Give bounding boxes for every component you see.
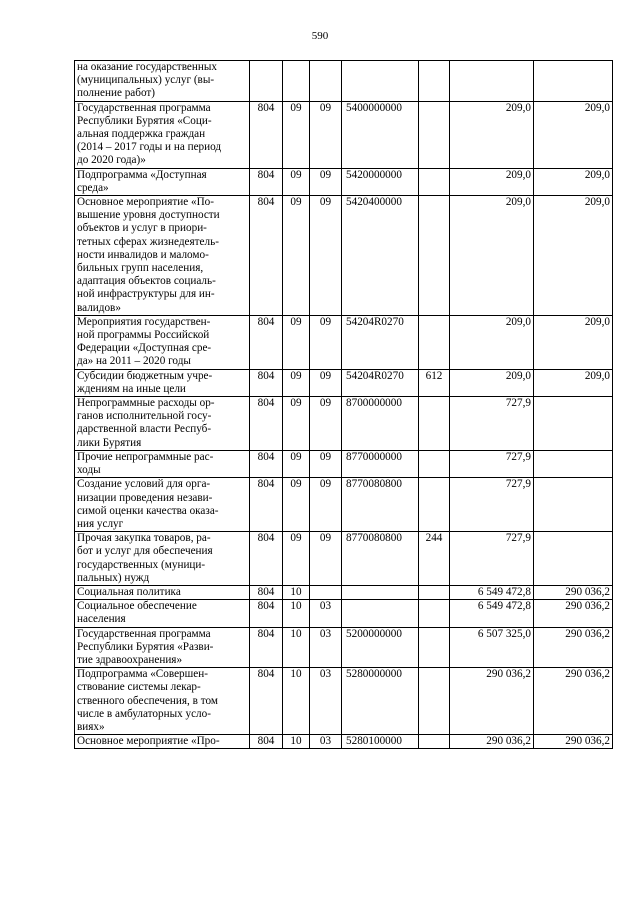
item-name-line: Мероприятия государствен- <box>77 315 211 328</box>
amount-2-cell <box>534 61 613 102</box>
target-article-cell: 8770000000 <box>342 450 419 477</box>
item-name-line: лики Бурятия <box>77 436 142 449</box>
admin-code-cell: 804 <box>250 735 283 749</box>
item-name-line: государственных (муници- <box>77 558 206 571</box>
section-code-cell: 09 <box>283 450 310 477</box>
admin-code-cell: 804 <box>250 315 283 369</box>
item-name-line: Основное мероприятие «По- <box>77 196 214 209</box>
item-name-line: на оказание государственных <box>77 61 217 73</box>
table-row <box>75 369 613 396</box>
item-name-line: до 2020 года)» <box>77 154 146 167</box>
admin-code-cell: 804 <box>250 668 283 735</box>
target-article-cell: 54204R0270 <box>342 315 419 369</box>
section-code-cell: 09 <box>283 532 310 586</box>
admin-code-cell: 804 <box>250 627 283 668</box>
amount-1-cell: 727,9 <box>450 397 534 451</box>
subsection-code-cell: 03 <box>310 668 342 735</box>
item-name-line: адаптация объектов социаль- <box>77 275 216 288</box>
item-name-cell <box>75 315 250 369</box>
expense-type-cell <box>419 735 450 749</box>
section-code-cell: 09 <box>283 369 310 396</box>
target-article-cell: 54204R0270 <box>342 369 419 396</box>
expense-type-cell <box>419 61 450 102</box>
admin-code-cell: 804 <box>250 532 283 586</box>
table-row <box>75 585 613 599</box>
item-name-line: Прочие непрограммные рас- <box>77 450 214 463</box>
item-name-cell <box>75 168 250 195</box>
item-name-line: (2014 – 2017 годы и на период <box>77 141 222 154</box>
amount-2-cell: 290 036,2 <box>534 668 613 735</box>
amount-2-cell: 290 036,2 <box>534 627 613 668</box>
table-row <box>75 600 613 627</box>
admin-code-cell: 804 <box>250 397 283 451</box>
target-article-cell: 5200000000 <box>342 627 419 668</box>
section-code-cell: 10 <box>283 600 310 627</box>
item-name-cell <box>75 478 250 532</box>
target-article-cell: 5420000000 <box>342 168 419 195</box>
amount-1-cell: 209,0 <box>450 168 534 195</box>
item-name-cell <box>75 600 250 627</box>
item-name-line: ной программы Российской <box>77 329 210 342</box>
expense-type-cell <box>419 600 450 627</box>
item-name-line: Федерации «Доступная сре- <box>77 342 212 355</box>
item-name-cell <box>75 196 250 316</box>
item-name-line: бот и услуг для обеспечения <box>77 545 213 558</box>
amount-1-cell: 209,0 <box>450 101 534 168</box>
amount-1-cell: 290 036,2 <box>450 735 534 749</box>
target-article-cell: 8770080800 <box>342 532 419 586</box>
section-code-cell: 09 <box>283 478 310 532</box>
table-row <box>75 168 613 195</box>
item-name-line: ходы <box>77 464 101 477</box>
item-name-line: Социальная политика <box>77 585 181 598</box>
amount-2-cell: 209,0 <box>534 196 613 316</box>
section-code-cell: 09 <box>283 101 310 168</box>
item-name-line: Республики Бурятия «Соци- <box>77 114 212 127</box>
amount-1-cell: 290 036,2 <box>450 668 534 735</box>
expense-type-cell <box>419 668 450 735</box>
table-row <box>75 196 613 316</box>
budget-table <box>74 60 613 749</box>
item-name-line: Государственная программа <box>77 101 211 114</box>
item-name-cell <box>75 450 250 477</box>
item-name-line: числе в амбулаторных усло- <box>77 707 211 720</box>
item-name-cell <box>75 585 250 599</box>
amount-2-cell: 290 036,2 <box>534 735 613 749</box>
subsection-code-cell: 03 <box>310 627 342 668</box>
target-article-cell: 5280100000 <box>342 735 419 749</box>
item-name-line: ния услуг <box>77 517 124 530</box>
item-name-line: (муниципальных) услуг (вы- <box>77 74 215 87</box>
item-name-line: Государственная программа <box>77 627 211 640</box>
target-article-cell <box>342 600 419 627</box>
admin-code-cell: 804 <box>250 478 283 532</box>
item-name-line: валидов» <box>77 301 121 314</box>
target-article-cell: 5280000000 <box>342 668 419 735</box>
item-name-line: пальных) нужд <box>77 571 150 584</box>
item-name-line: ности инвалидов и маломо- <box>77 248 209 261</box>
item-name-line: симой оценки качества оказа- <box>77 504 219 517</box>
amount-2-cell: 209,0 <box>534 168 613 195</box>
item-name-line: Основное мероприятие «Про- <box>77 735 220 748</box>
item-name-line: дарственной власти Респуб- <box>77 423 212 436</box>
subsection-code-cell: 03 <box>310 600 342 627</box>
item-name-line: полнение работ) <box>77 87 156 100</box>
item-name-line: Создание условий для орга- <box>77 478 211 491</box>
amount-1-cell: 6 549 472,8 <box>450 600 534 627</box>
table-row <box>75 735 613 749</box>
table-row <box>75 101 613 168</box>
subsection-code-cell: 09 <box>310 101 342 168</box>
item-name-line: тие здравоохранения» <box>77 653 183 666</box>
section-code-cell: 10 <box>283 735 310 749</box>
item-name-cell <box>75 735 250 749</box>
table-row <box>75 478 613 532</box>
amount-2-cell: 209,0 <box>534 101 613 168</box>
admin-code-cell: 804 <box>250 168 283 195</box>
section-code-cell: 09 <box>283 315 310 369</box>
amount-1-cell: 209,0 <box>450 196 534 316</box>
expense-type-cell <box>419 168 450 195</box>
item-name-line: Субсидии бюджетным учре- <box>77 369 213 382</box>
amount-2-cell: 290 036,2 <box>534 600 613 627</box>
expense-type-cell <box>419 196 450 316</box>
section-code-cell: 09 <box>283 168 310 195</box>
subsection-code-cell: 03 <box>310 735 342 749</box>
expense-type-cell <box>419 450 450 477</box>
item-name-cell <box>75 532 250 586</box>
item-name-line: среда» <box>77 181 109 194</box>
amount-1-cell: 6 549 472,8 <box>450 585 534 599</box>
admin-code-cell: 804 <box>250 196 283 316</box>
amount-2-cell <box>534 450 613 477</box>
target-article-cell: 8770080800 <box>342 478 419 532</box>
item-name-cell <box>75 627 250 668</box>
subsection-code-cell <box>310 585 342 599</box>
target-article-cell <box>342 585 419 599</box>
expense-type-cell: 244 <box>419 532 450 586</box>
amount-1-cell: 209,0 <box>450 369 534 396</box>
table-row <box>75 61 613 102</box>
admin-code-cell: 804 <box>250 585 283 599</box>
item-name-line: вышение уровня доступности <box>77 209 220 222</box>
expense-type-cell <box>419 315 450 369</box>
item-name-line: низации проведения незави- <box>77 491 213 504</box>
item-name-cell <box>75 369 250 396</box>
subsection-code-cell: 09 <box>310 478 342 532</box>
item-name-line: Социальное обеспечение <box>77 600 197 613</box>
item-name-line: Республики Бурятия «Разви- <box>77 640 214 653</box>
section-code-cell: 10 <box>283 627 310 668</box>
table-row <box>75 450 613 477</box>
amount-2-cell: 290 036,2 <box>534 585 613 599</box>
item-name-line: ной инфраструктуры для ин- <box>77 288 215 301</box>
subsection-code-cell: 09 <box>310 315 342 369</box>
item-name-line: Подпрограмма «Совершен- <box>77 668 208 681</box>
subsection-code-cell <box>310 61 342 102</box>
admin-code-cell: 804 <box>250 600 283 627</box>
section-code-cell <box>283 61 310 102</box>
table-row <box>75 397 613 451</box>
admin-code-cell: 804 <box>250 101 283 168</box>
admin-code-cell <box>250 61 283 102</box>
amount-2-cell: 209,0 <box>534 315 613 369</box>
subsection-code-cell: 09 <box>310 196 342 316</box>
expense-type-cell <box>419 478 450 532</box>
item-name-line: ждениям на иные цели <box>77 382 186 395</box>
item-name-line: ганов исполнительной госу- <box>77 410 212 423</box>
section-code-cell: 09 <box>283 397 310 451</box>
section-code-cell: 10 <box>283 585 310 599</box>
subsection-code-cell: 09 <box>310 397 342 451</box>
subsection-code-cell: 09 <box>310 168 342 195</box>
item-name-line: населения <box>77 613 126 626</box>
item-name-line: да» на 2011 – 2020 годы <box>77 355 191 368</box>
table-row <box>75 532 613 586</box>
admin-code-cell: 804 <box>250 369 283 396</box>
section-code-cell: 09 <box>283 196 310 316</box>
amount-2-cell <box>534 532 613 586</box>
table-row <box>75 668 613 735</box>
target-article-cell: 5420400000 <box>342 196 419 316</box>
amount-1-cell: 209,0 <box>450 315 534 369</box>
target-article-cell: 8700000000 <box>342 397 419 451</box>
item-name-cell <box>75 397 250 451</box>
amount-1-cell: 6 507 325,0 <box>450 627 534 668</box>
item-name-cell <box>75 668 250 735</box>
amount-1-cell <box>450 61 534 102</box>
amount-1-cell: 727,9 <box>450 450 534 477</box>
item-name-line: объектов и услуг в приори- <box>77 222 207 235</box>
expense-type-cell <box>419 397 450 451</box>
section-code-cell: 10 <box>283 668 310 735</box>
admin-code-cell: 804 <box>250 450 283 477</box>
subsection-code-cell: 09 <box>310 369 342 396</box>
amount-1-cell: 727,9 <box>450 532 534 586</box>
item-name-line: тетных сферах жизнедеятель- <box>77 235 219 248</box>
item-name-line: альная поддержка граждан <box>77 128 206 141</box>
amount-1-cell: 727,9 <box>450 478 534 532</box>
item-name-line: виях» <box>77 720 105 733</box>
table-row <box>75 315 613 369</box>
page-number: 590 <box>311 30 329 42</box>
item-name-cell <box>75 101 250 168</box>
item-name-line: Подпрограмма «Доступная <box>77 168 207 181</box>
target-article-cell: 5400000000 <box>342 101 419 168</box>
amount-2-cell: 209,0 <box>534 369 613 396</box>
subsection-code-cell: 09 <box>310 532 342 586</box>
item-name-line: Непрограммные расходы ор- <box>77 397 215 410</box>
item-name-cell <box>75 61 250 102</box>
expense-type-cell <box>419 585 450 599</box>
amount-2-cell <box>534 397 613 451</box>
item-name-line: ствование системы лекар- <box>77 681 201 694</box>
table-row <box>75 627 613 668</box>
expense-type-cell <box>419 101 450 168</box>
expense-type-cell <box>419 627 450 668</box>
item-name-line: ственного обеспечения, в том <box>77 694 218 707</box>
subsection-code-cell: 09 <box>310 450 342 477</box>
expense-type-cell: 612 <box>419 369 450 396</box>
item-name-line: бильных групп населения, <box>77 262 204 275</box>
item-name-line: Прочая закупка товаров, ра- <box>77 532 211 545</box>
target-article-cell <box>342 61 419 102</box>
amount-2-cell <box>534 478 613 532</box>
